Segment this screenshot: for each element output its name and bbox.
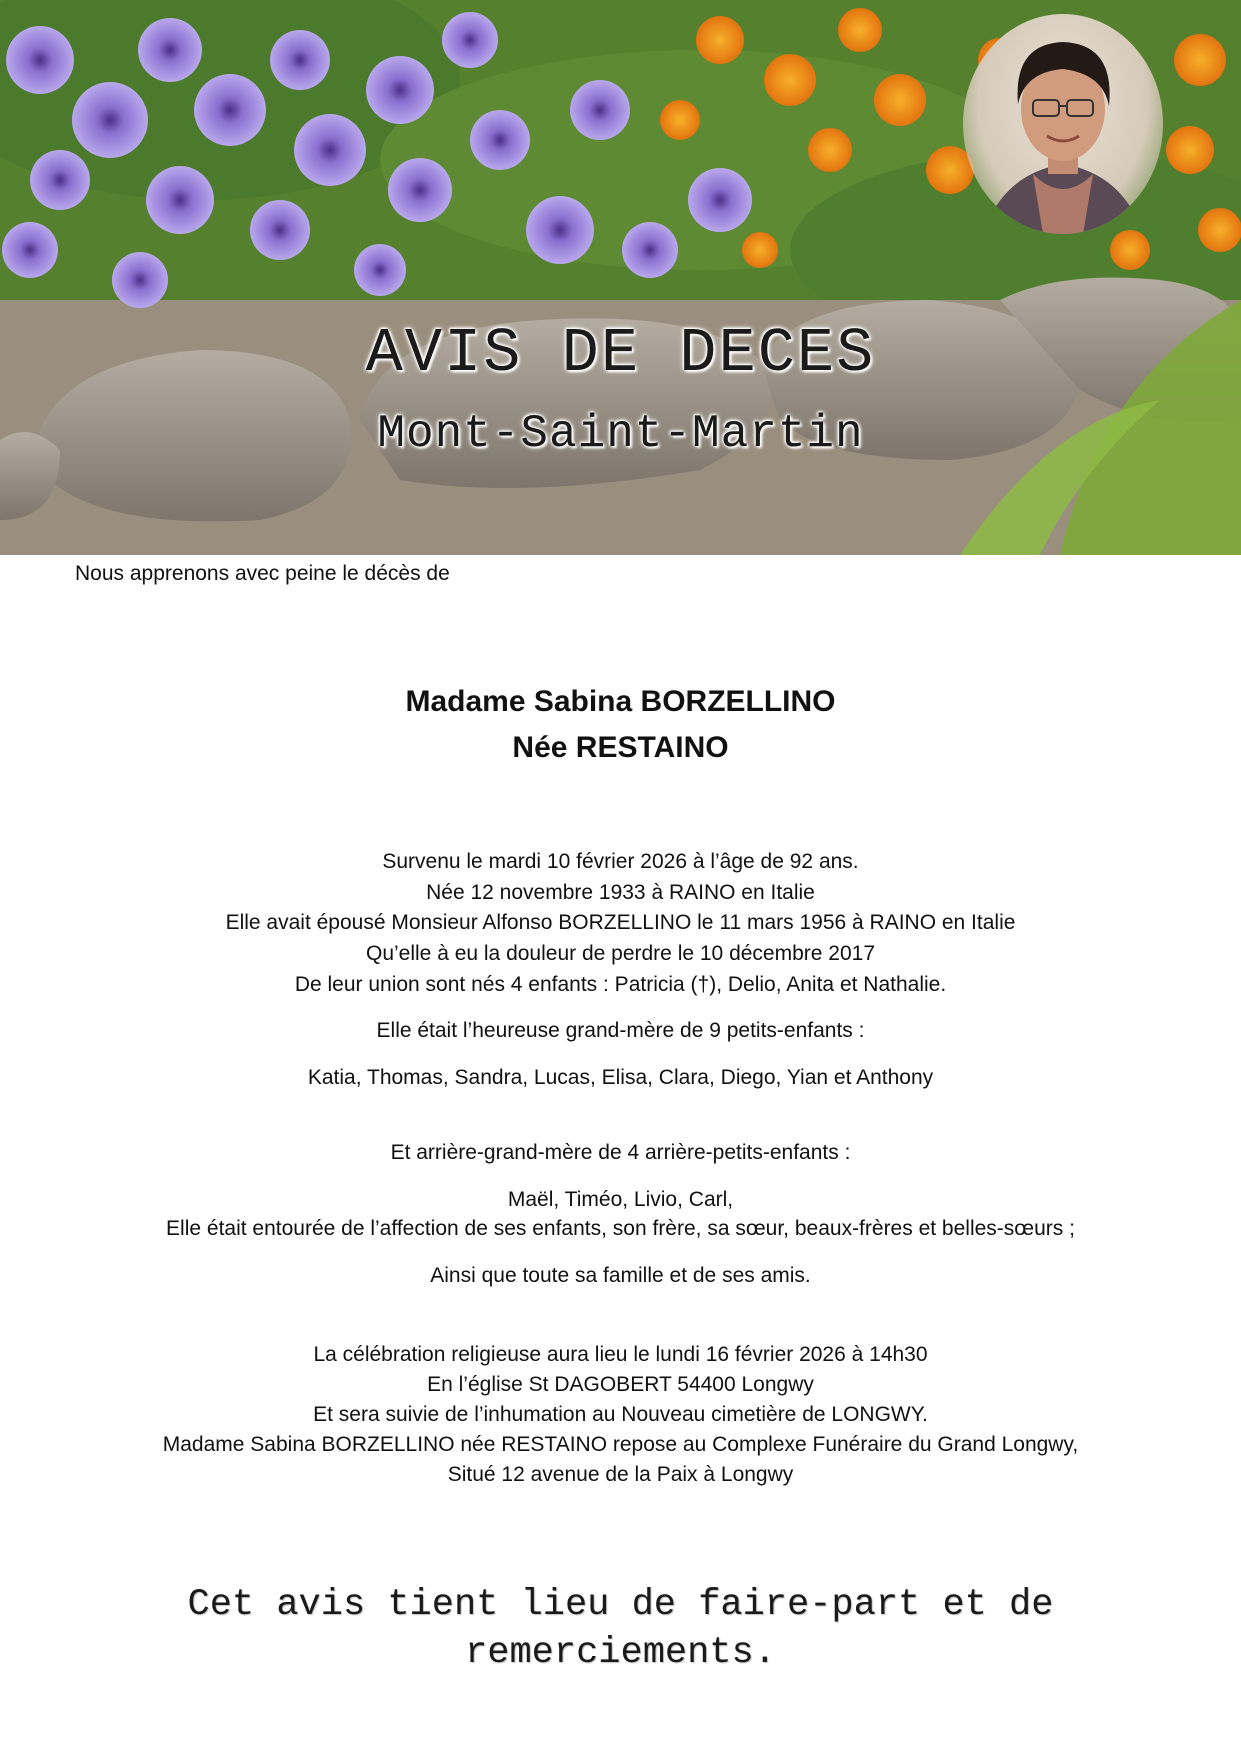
grandchildren-list: Katia, Thomas, Sandra, Lucas, Elisa, Clara, Diego, Yian et Anthony xyxy=(307,1066,934,1089)
ceremony-line: En l’église St DAGOBERT 54400 Longwy xyxy=(427,1373,814,1396)
body-line: Née 12 novembre 1933 à RAINO en Italie xyxy=(426,881,815,904)
body-line: Elle était l’heureuse grand-mère de 9 petits-enfants : xyxy=(376,1019,865,1042)
header-banner xyxy=(0,0,1241,555)
ceremony-line: Situé 12 avenue de la Paix à Longwy xyxy=(447,1463,794,1486)
ceremony-line: Madame Sabina BORZELLINO née RESTAINO repose au Complexe Funéraire du Grand Longwy, xyxy=(162,1433,1079,1456)
body-line: Ainsi que toute sa famille et de ses amis. xyxy=(430,1264,811,1287)
body-line: Elle avait épousé Monsieur Alfonso BORZELLINO le 11 mars 1956 à RAINO en Italie xyxy=(225,911,1016,934)
body-line: Survenu le mardi 10 février 2026 à l’âge de 92 ans. xyxy=(382,850,859,873)
intro-text: Nous apprenons avec peine le décès de xyxy=(75,562,450,585)
ceremony-line: Et sera suivie de l’inhumation au Nouveau cimetière de LONGWY. xyxy=(313,1403,928,1426)
body-line: Elle était entourée de l’affection de ses enfants, son frère, sa sœur, beaux-frères et belles-sœurs ; xyxy=(166,1217,1075,1240)
notice-title: AVIS DE DECES xyxy=(365,318,876,389)
closing-line-2: remerciements. xyxy=(465,1632,776,1674)
deceased-name: Madame Sabina BORZELLINO xyxy=(405,685,836,718)
body-line: De leur union sont nés 4 enfants : Patricia (†), Delio, Anita et Nathalie. xyxy=(294,973,947,996)
great-grandchildren-list: Maël, Timéo, Livio, Carl, xyxy=(507,1188,734,1211)
deceased-birth-name: Née RESTAINO xyxy=(512,731,729,764)
closing-line-1: Cet avis tient lieu de faire-part et de xyxy=(187,1584,1054,1626)
notice-location: Mont-Saint-Martin xyxy=(377,408,864,460)
body-line: Qu’elle à eu la douleur de perdre le 10 décembre 2017 xyxy=(365,942,875,965)
body-line: Et arrière-grand-mère de 4 arrière-petits-enfants : xyxy=(390,1141,851,1164)
ceremony-line: La célébration religieuse aura lieu le lundi 16 février 2026 à 14h30 xyxy=(313,1343,928,1366)
portrait-photo xyxy=(963,14,1163,234)
